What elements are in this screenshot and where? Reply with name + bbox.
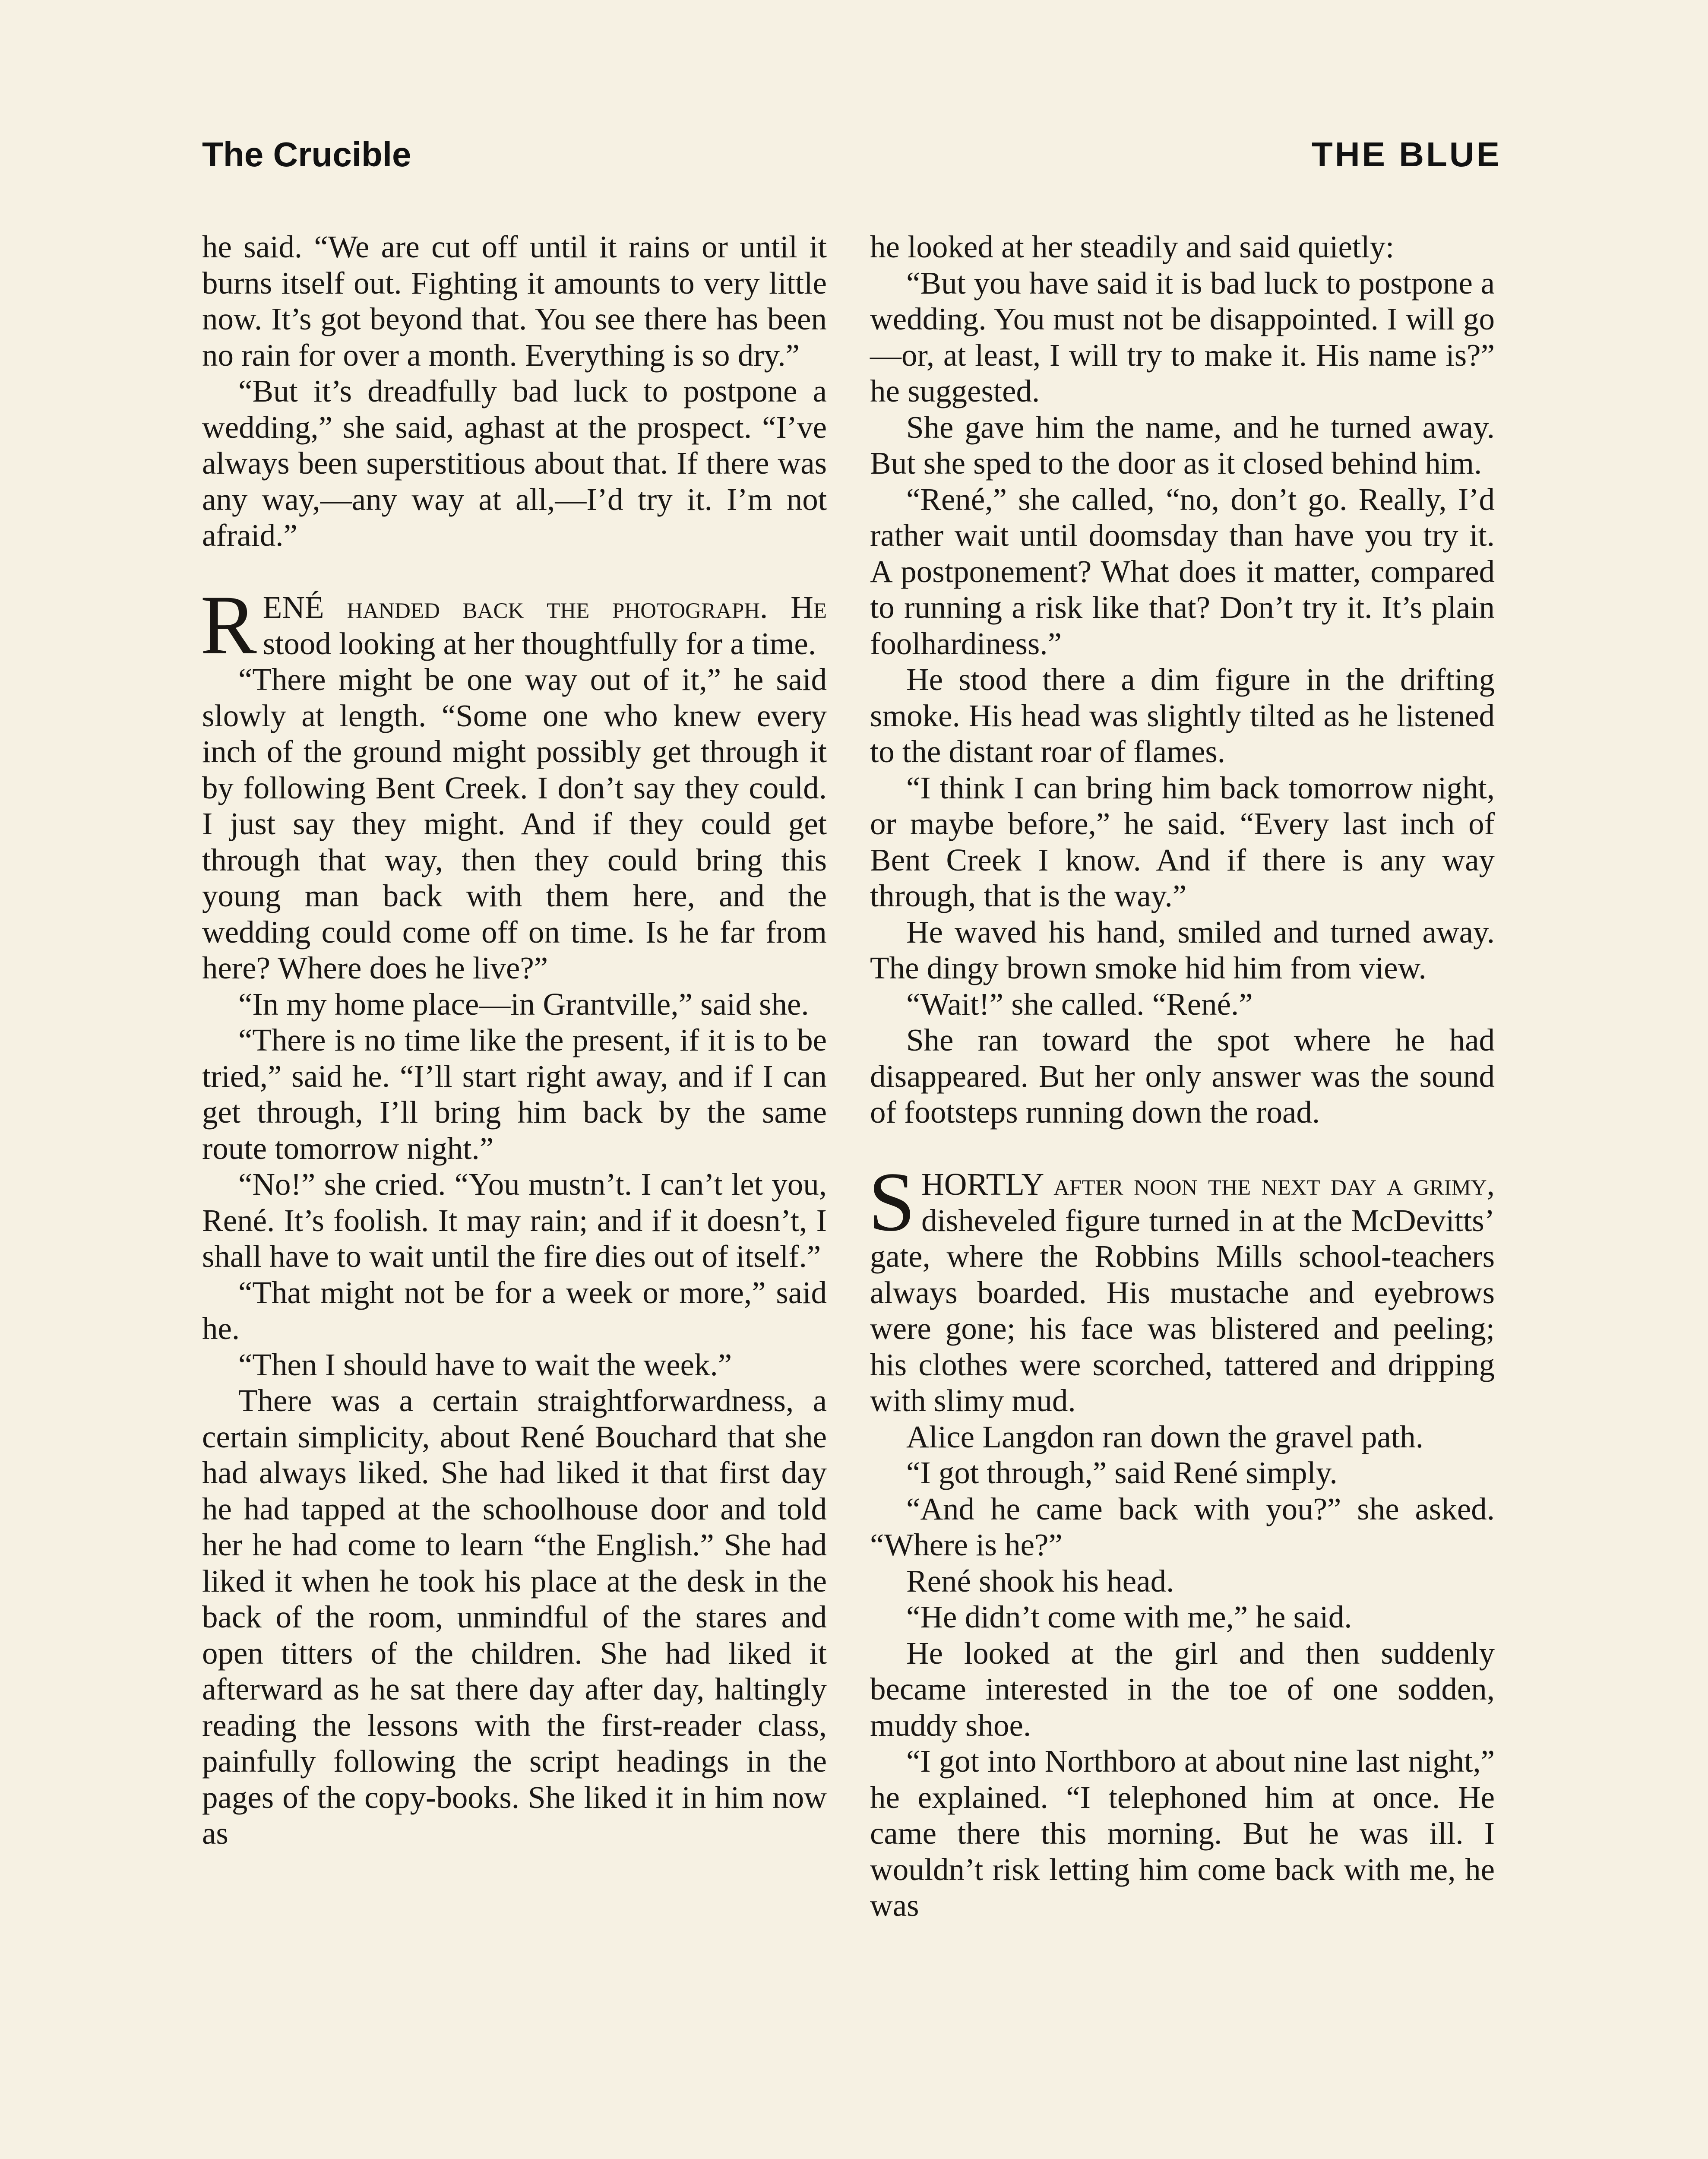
paragraph: “He didn’t come with me,” he said. — [906, 1599, 1352, 1634]
paragraph: He looked at the girl and then suddenly became interested in the toe of one sodden, muddy shoe. — [870, 1635, 1495, 1743]
paragraph-text: ENÉ handed back the photograph. He stood looking at her thoughtfully for a time. — [263, 590, 827, 661]
paragraph: “Wait!” she called. “René.” — [906, 986, 1253, 1022]
paragraph: René shook his head. — [906, 1563, 1174, 1599]
running-head-title: The Crucible — [202, 135, 411, 174]
paragraph: “I got into Northboro at about nine last night,” he explained. “I telephoned him at once. He came there this morning. But he was ill. I wouldn’t risk letting him come back with me, he was — [870, 1744, 1495, 1923]
paragraph: “I think I can bring him back tomorrow night, or maybe before,” he said. “Every last inch of Bent Creek I know. And if there is any way through, that is the way.” — [870, 770, 1495, 913]
paragraph-dropcap — [868, 1155, 1495, 1419]
paragraph: “In my home place—in Grantville,” said she. — [238, 986, 809, 1022]
paragraph: “That might not be for a week or more,” said he. — [202, 1275, 827, 1346]
paragraph: “No!” she cried. “You mustn’t. I can’t let you, René. It’s foolish. It may rain; and if it doesn’t, I shall have to wait until the fire dies out of itself.” — [202, 1167, 827, 1274]
paragraph: “But it’s dreadfully bad luck to postpone a wedding,” she said, aghast at the prospect. “I’ve always been superstitious about that. If there was any way,—any way at all,—I’d try it. I’m not afraid.” — [202, 374, 827, 553]
paragraph: “But you have said it is bad luck to postpone a wedding. You must not be disappointed. I will go—or, at least, I will try to make it. His name is?” he suggested. — [870, 265, 1495, 408]
paragraph-text: HORTLY after noon the next day a grimy, disheveled figure turned in at the McDevitts’ gate, where the Robbins Mills school-teachers always boarded. His mustache and eyebrows were gone; his face was blistered and peeling; his clothes were scorched, tattered and dripping with slimy mud. — [870, 1167, 1495, 1418]
paragraph: “There is no time like the present, if it is to be tried,” said he. “I’ll start right away, and if I can get through, I’ll bring him back by the same route tomorrow night.” — [202, 1023, 827, 1166]
section-break — [202, 554, 827, 590]
paragraph: “And he came back with you?” she asked. “Where is he?” — [870, 1491, 1495, 1562]
paragraph-dropcap — [200, 578, 827, 672]
section-break — [870, 1130, 1495, 1167]
running-head-magazine: THE BLUE — [1312, 135, 1502, 174]
paragraph: She gave him the name, and he turned away. But she sped to the door as it closed behind him. — [870, 409, 1495, 481]
paragraph: “There might be one way out of it,” he said slowly at length. “Some one who knew every inch of the ground might possibly get through it by following Bent Creek. I don’t say they could. I just say they might. And if they could get through that way, then they could bring this young man back with them here, and the wedding could come off on time. Is he far from here? Where does he live?” — [202, 662, 827, 985]
paragraph: “I got through,” said René simply. — [906, 1455, 1338, 1490]
paragraph: “Then I should have to wait the week.” — [238, 1347, 732, 1382]
paragraph: he said. “We are cut off until it rains or until it burns itself out. Fighting it amounts to very little now. It’s got beyond that. You see there has been no rain for over a month. Everything is so dry.” — [202, 229, 827, 373]
paragraph: “René,” she called, “no, don’t go. Really, I’d rather wait until doomsday than have you try it. A postponement? What does it matter, compared to running a risk like that? Don’t try it. It’s plain foolhardiness.” — [870, 481, 1495, 661]
paragraph: Alice Langdon ran down the gravel path. — [906, 1419, 1423, 1454]
left-column — [202, 229, 827, 1852]
paragraph: He waved his hand, smiled and turned away. The dingy brown smoke hid him from view. — [870, 914, 1495, 985]
drop-cap: S — [868, 1155, 916, 1249]
paragraph: he looked at her steadily and said quietly: — [870, 229, 1395, 264]
drop-cap: R — [200, 578, 257, 672]
right-column — [870, 229, 1495, 1924]
paragraph: There was a certain straightforwardness, a certain simplicity, about René Bouchard that she had always liked. She had liked it that first day he had tapped at the schoolhouse door and told her he had come to learn “the English.” She had liked it when he took his place at the desk in the back of the room, unmindful of the stares and open titters of the children. She had liked it afterward as he sat there day after day, haltingly reading the lessons with the first-reader class, painfully following the script headings in the pages of the copy-books. She liked it in him now as — [202, 1383, 827, 1851]
paragraph: He stood there a dim figure in the drifting smoke. His head was slightly tilted as he listened to the distant roar of flames. — [870, 662, 1495, 769]
paragraph: She ran toward the spot where he had disappeared. But her only answer was the sound of footsteps running down the road. — [870, 1023, 1495, 1130]
